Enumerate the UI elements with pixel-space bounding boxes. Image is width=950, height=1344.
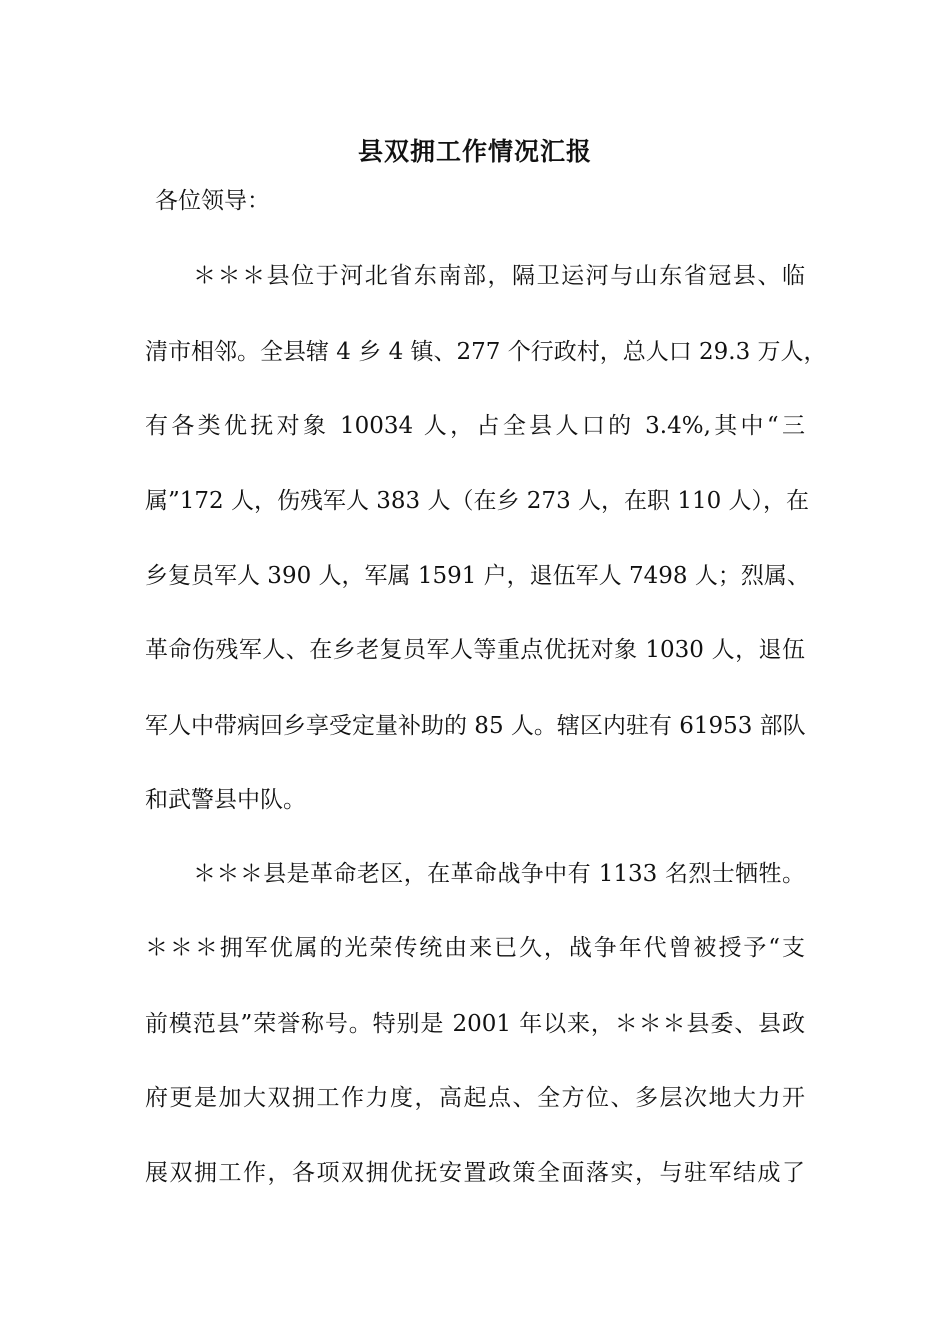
paragraph-2-line-1: ＊＊＊县是革命老区，在革命战争中有 1133 名烈士牺牲。 [193,861,805,887]
paragraph-2-line-5: 展双拥工作，各项双拥优抚安置政策全面落实，与驻军结成了 [145,1160,805,1186]
paragraph-1-line-3: 有各类优抚对象 10034 人，占全县人口的 3.4%,其中“三 [145,413,805,439]
paragraph-1-line-7: 军人中带病回乡享受定量补助的 85 人。辖区内驻有 61953 部队 [145,713,806,739]
paragraph-1-line-2: 清市相邻。全县辖 4 乡 4 镇、277 个行政村，总人口 29.3 万人， [145,339,827,365]
paragraph-2-line-4: 府更是加大双拥工作力度，高起点、全方位、多层次地大力开 [145,1085,805,1111]
paragraph-2-line-2: ＊＊＊拥军优属的光荣传统由来已久，战争年代曾被授予“支 [145,935,805,961]
paragraph-1-line-6: 革命伤残军人、在乡老复员军人等重点优抚对象 1030 人，退伍 [145,637,805,663]
paragraph-1-line-8: 和武警县中队。 [145,787,306,813]
paragraph-1-line-1: ＊＊＊县位于河北省东南部，隔卫运河与山东省冠县、临 [193,263,805,289]
paragraph-2-line-3: 前模范县”荣誉称号。特别是 2001 年以来，＊＊＊县委、县政 [145,1011,805,1037]
salutation: 各位领导： [155,188,270,214]
paragraph-1-line-5: 乡复员军人 390 人，军属 1591 户，退伍军人 7498 人；烈属、 [145,563,810,589]
document-title: 县双拥工作情况汇报 [357,137,592,166]
paragraph-1-line-4: 属”172 人，伤残军人 383 人（在乡 273 人，在职 110 人），在 [145,488,810,514]
